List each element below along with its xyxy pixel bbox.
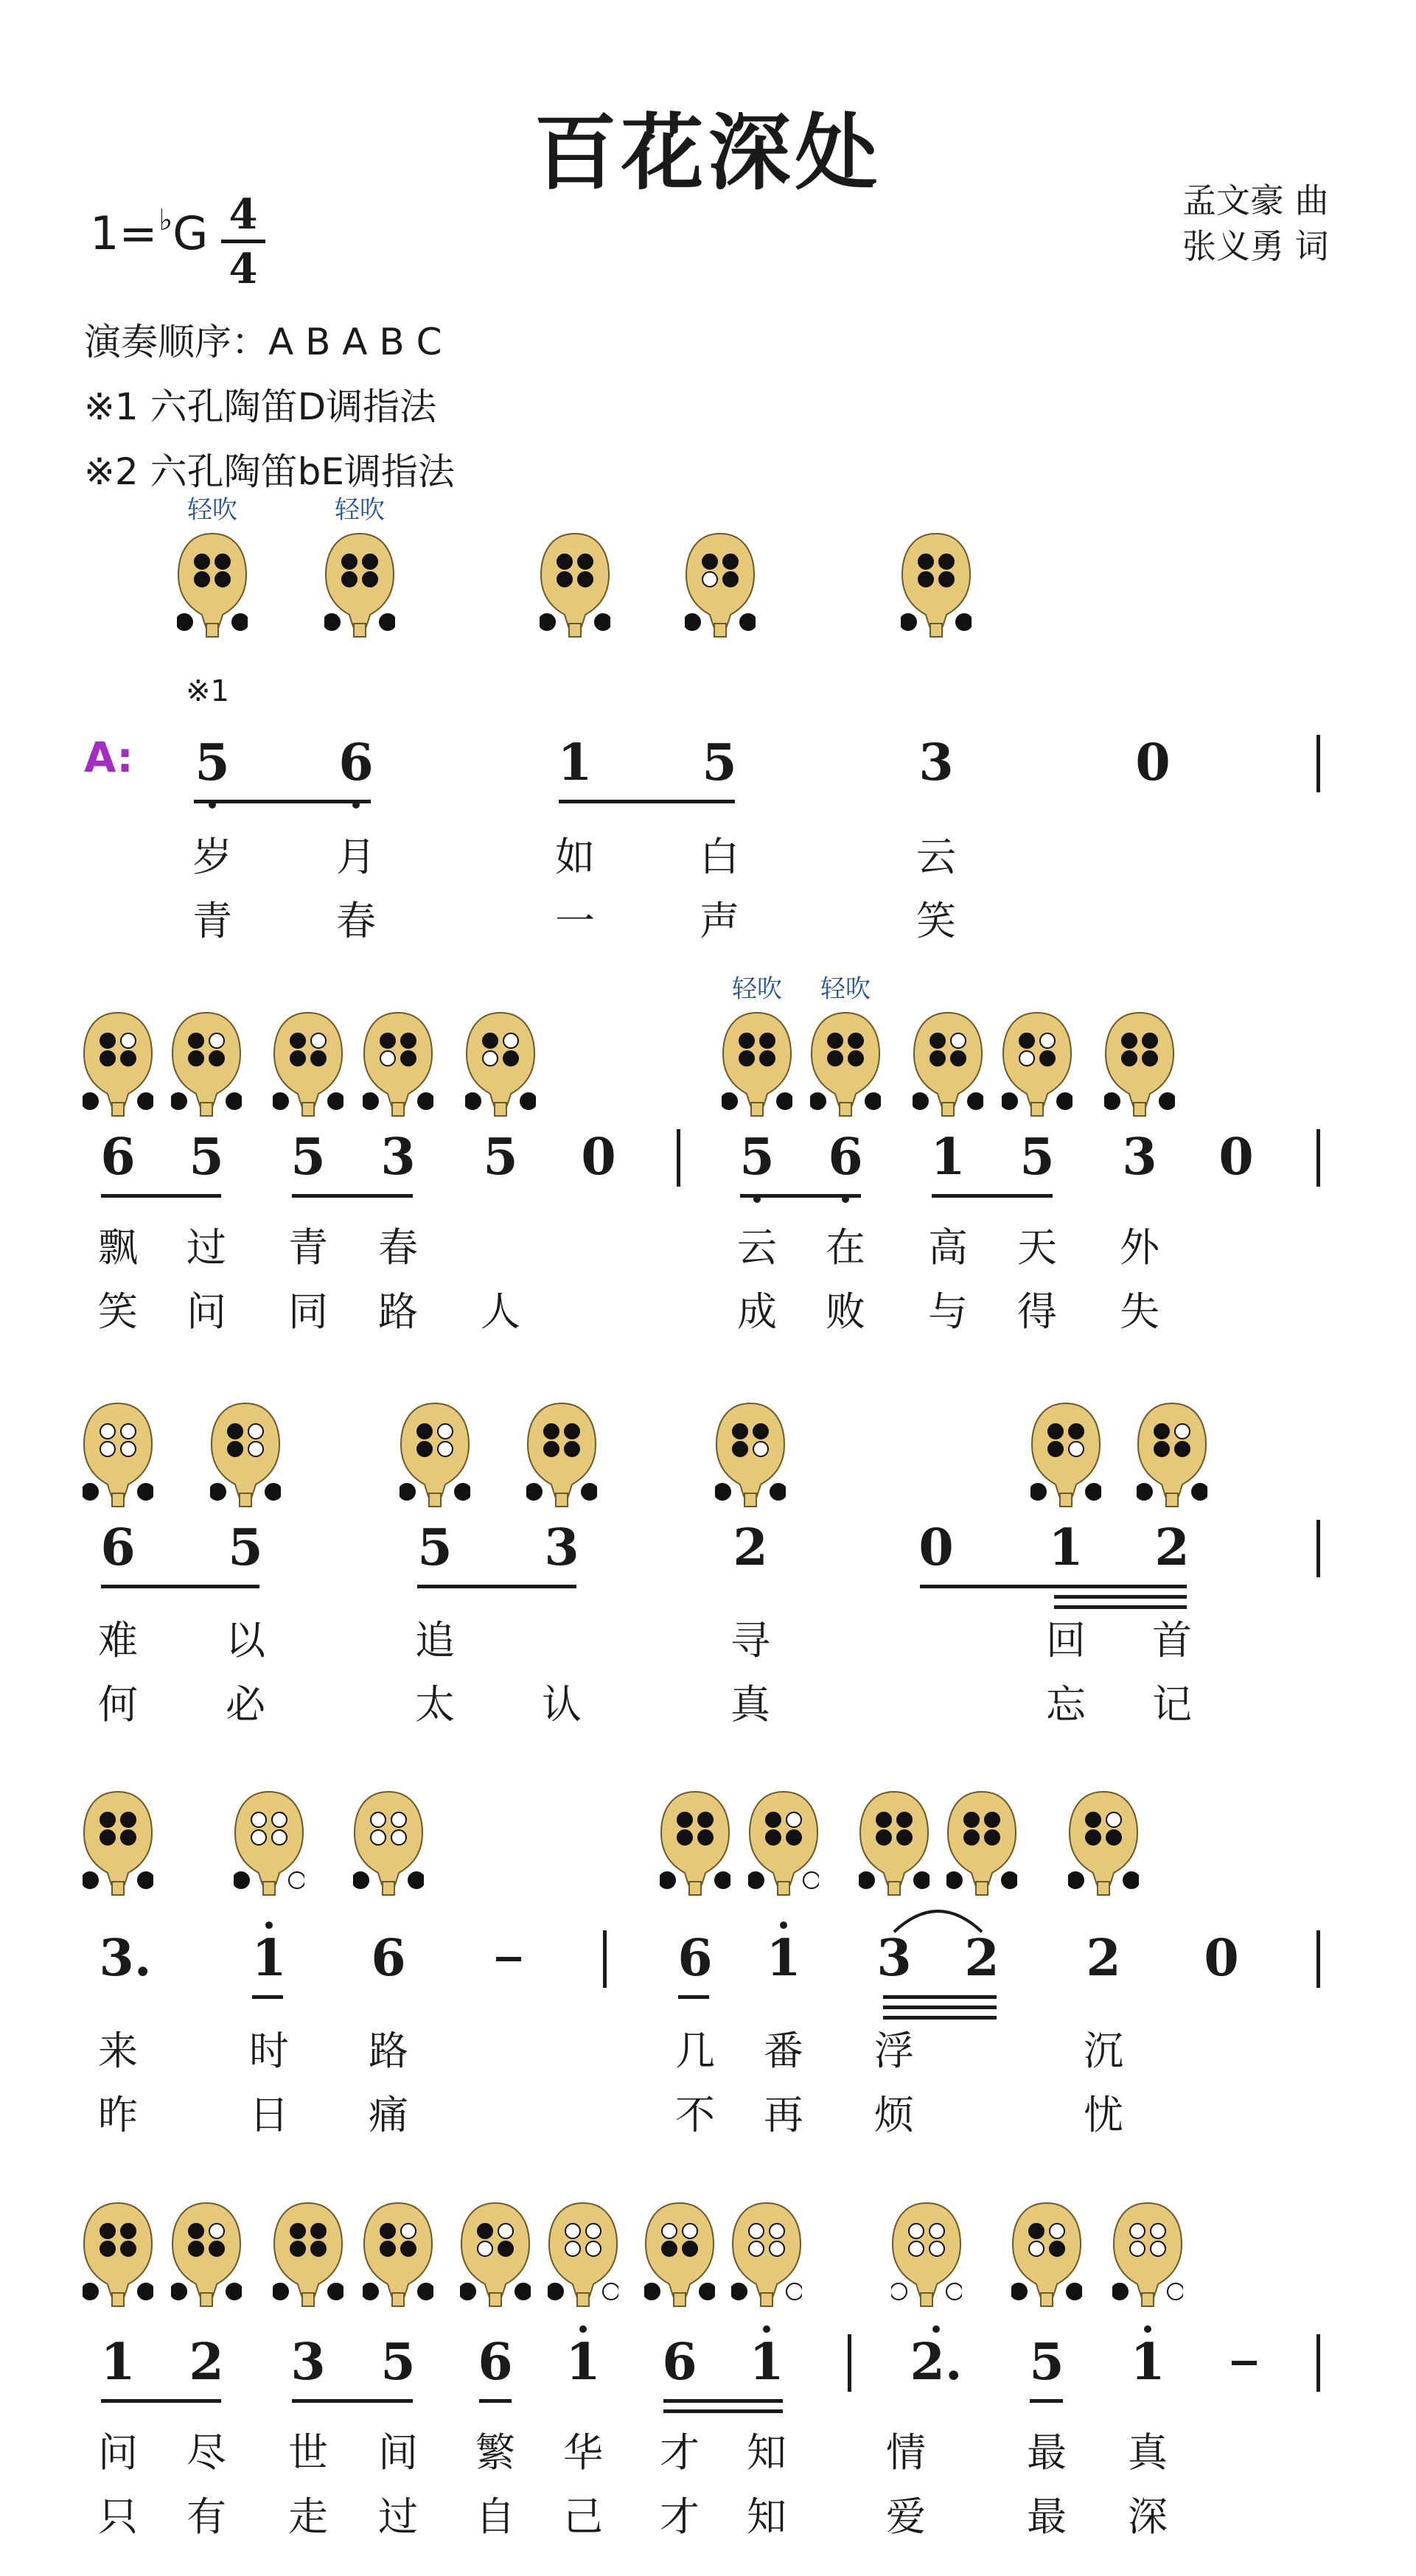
ocarina-fingering-icon [644, 2200, 715, 2311]
lyric-verse-1: 岁 [192, 834, 232, 880]
lyric-verse-2: 得 [1017, 1288, 1057, 1335]
lyric-verse-2: 太 [415, 1681, 455, 1728]
ocarina-fingering-icon [715, 1400, 786, 1511]
lyric-verse-2: 爱 [886, 2493, 926, 2540]
bar-line [677, 1129, 680, 1187]
jianpu-note: 1 [557, 733, 593, 792]
lyric-verse-2: 真 [730, 1681, 770, 1728]
lyric-verse-1: 知 [747, 2429, 787, 2476]
lyric-verse-1: 来 [98, 2028, 138, 2074]
lyric-verse-2: 自 [475, 2493, 515, 2540]
lyric-verse-1: 追 [415, 1617, 455, 1664]
octave-dot-high [780, 1921, 787, 1929]
beam-line [292, 2399, 413, 2403]
ocarina-fingering-icon [460, 2200, 531, 2311]
time-bottom: 4 [229, 244, 258, 293]
beam-line [920, 1585, 1187, 1588]
beam-line [194, 800, 371, 803]
ocarina-fingering-icon [748, 1789, 819, 1899]
jianpu-note: 3 [290, 2333, 326, 2392]
lyric-verse-1: 高 [928, 1224, 968, 1271]
jianpu-note: 1 [1048, 1518, 1084, 1577]
ocarina-fingering-icon [465, 1010, 536, 1120]
beam-line [1030, 2399, 1063, 2403]
lyric-verse-2: 知 [747, 2493, 787, 2540]
jianpu-note: 0 [581, 1128, 616, 1187]
time-top: 4 [229, 190, 258, 239]
ocarina-fingering-icon [273, 2200, 343, 2311]
beam-line [740, 1194, 861, 1198]
beam-line [883, 1995, 997, 1999]
lyric-verse-2: 最 [1027, 2493, 1067, 2540]
lyric-verse-2: 人 [481, 1288, 520, 1335]
jianpu-note: 3. [99, 1929, 152, 1988]
jianpu-note: 5 [189, 1128, 224, 1187]
lyric-verse-2: 成 [737, 1288, 777, 1335]
page-title: 百花深处 [534, 105, 882, 201]
jianpu-note: 5 [228, 1518, 263, 1577]
lyric-verse-2: 认 [542, 1681, 582, 1728]
octave-dot-high [265, 1921, 273, 1929]
lyric-verse-2: 再 [764, 2092, 803, 2138]
lyric-verse-1: 尽 [186, 2429, 226, 2476]
ocarina-fingering-icon [363, 1010, 433, 1120]
lyric-verse-2: 有 [186, 2493, 226, 2540]
lyric-verse-1: 在 [826, 1224, 865, 1271]
ocarina-fingering-icon [891, 2200, 962, 2311]
fingering-note-2: ※2 六孔陶笛bE调指法 [84, 450, 455, 493]
lyric-verse-2: 笑 [916, 898, 956, 944]
jianpu-note: 5 [1019, 1128, 1055, 1187]
ocarina-fingering-icon [234, 1789, 304, 1899]
lyric-verse-1: 几 [675, 2028, 715, 2074]
jianpu-note: 3 [918, 733, 954, 792]
lyric-verse-1: 外 [1120, 1224, 1159, 1271]
lyric-verse-1: 世 [288, 2429, 328, 2476]
jianpu-note: 2. [910, 2333, 963, 2392]
lyric-verse-2: 记 [1152, 1681, 1192, 1728]
lyric-verse-2: 不 [675, 2092, 715, 2138]
soft-blow-hint: 轻吹 [820, 974, 871, 1004]
lyric-verse-1: 寻 [730, 1617, 770, 1664]
lyric-verse-1: 首 [1152, 1617, 1192, 1664]
ocarina-fingering-icon [171, 2200, 242, 2311]
play-order: 演奏顺序：A B A B C [84, 321, 442, 363]
jianpu-note: 0 [1204, 1929, 1239, 1988]
lyric-verse-2: 一 [555, 898, 595, 944]
ocarina-fingering-icon [1030, 1400, 1101, 1511]
jianpu-note: 2 [1086, 1929, 1121, 1988]
ocarina-fingering-icon [83, 1789, 153, 1899]
beam-line [663, 2399, 783, 2403]
jianpu-note: 6 [677, 1929, 713, 1988]
lyric-verse-2: 才 [660, 2493, 700, 2540]
ocarina-fingering-icon [548, 2200, 618, 2311]
sustain-dash [496, 1957, 521, 1961]
ocarina-fingering-icon [400, 1400, 470, 1511]
jianpu-note: 6 [828, 1128, 863, 1187]
bar-line [1316, 1520, 1320, 1577]
lyric-verse-2: 过 [378, 2493, 418, 2540]
ocarina-fingering-icon [171, 1010, 242, 1120]
jianpu-note: 2 [733, 1518, 768, 1577]
lyric-verse-1: 春 [378, 1224, 418, 1271]
ocarina-fingering-icon [1112, 2200, 1183, 2311]
lyric-verse-1: 情 [886, 2429, 926, 2476]
ocarina-fingering-icon [177, 531, 248, 641]
ocarina-fingering-icon [83, 2200, 153, 2311]
lyric-verse-1: 沉 [1084, 2028, 1123, 2074]
lyric-verse-2: 问 [186, 1288, 226, 1335]
lyric-verse-2: 必 [226, 1681, 265, 1728]
bar-line [1316, 1129, 1320, 1187]
jianpu-note: 1 [1130, 2333, 1165, 2392]
lyric-verse-2: 与 [928, 1288, 968, 1335]
ocarina-fingering-icon [913, 1010, 983, 1120]
lyric-verse-1: 过 [186, 1224, 226, 1271]
jianpu-note: 2 [964, 1929, 1000, 1988]
lyric-verse-1: 云 [737, 1224, 777, 1271]
lyric-verse-1: 如 [555, 834, 595, 880]
jianpu-note: 5 [417, 1518, 453, 1577]
jianpu-note: 1 [100, 2333, 136, 2392]
ocarina-fingering-icon [722, 1010, 792, 1120]
jianpu-note: 5 [483, 1128, 518, 1187]
beam-line [101, 1585, 259, 1588]
jianpu-note: 3 [544, 1518, 579, 1577]
ocarina-fingering-icon [810, 1010, 881, 1120]
octave-dot-high [763, 2325, 770, 2333]
octave-dot-high [932, 2325, 940, 2333]
bar-line [1316, 1930, 1320, 1988]
beam-line [559, 800, 735, 803]
soft-blow-hint: 轻吹 [335, 495, 385, 525]
lyric-verse-1: 华 [563, 2429, 603, 2476]
lyric-verse-2: 只 [98, 2493, 138, 2540]
beam-line [932, 1194, 1053, 1198]
lyric-verse-1: 白 [700, 834, 739, 880]
lyric-verse-1: 云 [916, 834, 956, 880]
jianpu-note: 1 [766, 1929, 801, 1988]
sustain-dash [1232, 2361, 1257, 2365]
lyric-verse-2: 昨 [98, 2092, 138, 2138]
ocarina-fingering-icon [946, 1789, 1017, 1899]
jianpu-note: 6 [100, 1518, 136, 1577]
time-signature [221, 190, 265, 293]
ocarina-fingering-icon [353, 1789, 424, 1899]
jianpu-note: 1 [749, 2333, 784, 2392]
lyric-verse-2: 声 [700, 898, 739, 944]
lyric-verse-1: 间 [378, 2429, 418, 2476]
beam-line [479, 2399, 512, 2403]
ocarina-fingering-icon [83, 1400, 153, 1511]
jianpu-note: 3 [1122, 1128, 1157, 1187]
beam-line [417, 1585, 576, 1588]
lyric-verse-2: 春 [336, 898, 376, 944]
jianpu-note: 5 [195, 733, 230, 792]
beam-line [663, 2409, 783, 2413]
lyric-verse-1: 番 [764, 2028, 803, 2074]
lyric-verse-1: 回 [1046, 1617, 1086, 1664]
lyric-verse-2: 何 [98, 1681, 138, 1728]
jianpu-note: 6 [662, 2333, 697, 2392]
soft-blow-hint: 轻吹 [732, 974, 782, 1004]
bar-line [603, 1930, 607, 1988]
ocarina-fingering-icon [859, 1789, 930, 1899]
jianpu-note: 5 [380, 2333, 416, 2392]
lyric-verse-2: 忧 [1084, 2092, 1123, 2138]
bar-line [1316, 2334, 1320, 2392]
ocarina-fingering-icon [660, 1789, 730, 1899]
jianpu-note: 6 [478, 2333, 513, 2392]
lyric-verse-1: 飘 [98, 1224, 138, 1271]
bar-line [848, 2334, 851, 2392]
lyric-verse-1: 问 [98, 2429, 138, 2476]
beam-line [292, 1194, 413, 1198]
beam-line [252, 1995, 283, 1999]
key-prefix: 1= [90, 206, 158, 260]
beam-line [678, 1995, 709, 1999]
jianpu-note: 1 [251, 1929, 287, 1988]
jianpu-note: 6 [338, 733, 374, 792]
lyric-verse-1: 真 [1128, 2429, 1168, 2476]
flat-symbol: ♭ [158, 203, 173, 237]
ocarina-fingering-icon [731, 2200, 802, 2311]
jianpu-note: 5 [290, 1128, 326, 1187]
lyric-verse-1: 时 [249, 2028, 289, 2074]
beam-line [101, 1194, 221, 1198]
jianpu-note: 1 [930, 1128, 966, 1187]
ocarina-fingering-icon [83, 1010, 153, 1120]
lyricist-credit: 张义勇 词 [1182, 226, 1329, 266]
fingering-mark-1: ※1 [186, 674, 229, 708]
lyric-verse-2: 烦 [874, 2092, 914, 2138]
lyric-verse-2: 日 [249, 2092, 289, 2138]
ocarina-fingering-icon [1002, 1010, 1073, 1120]
jianpu-note: 3 [876, 1929, 912, 1988]
ocarina-fingering-icon [526, 1400, 597, 1511]
section-label: A: [84, 734, 133, 782]
lyric-verse-1: 以 [226, 1617, 265, 1664]
ocarina-fingering-icon [1137, 1400, 1207, 1511]
jianpu-note: 6 [371, 1929, 406, 1988]
jianpu-note: 5 [739, 1128, 775, 1187]
lyric-verse-2: 败 [826, 1288, 865, 1335]
ocarina-fingering-icon [901, 531, 972, 641]
lyric-verse-2: 走 [288, 2493, 328, 2540]
jianpu-note: 2 [189, 2333, 224, 2392]
lyric-verse-1: 才 [660, 2429, 700, 2476]
lyric-verse-1: 难 [98, 1617, 138, 1664]
ocarina-fingering-icon [363, 2200, 433, 2311]
ocarina-fingering-icon [1011, 2200, 1082, 2311]
fingering-note-1: ※1 六孔陶笛D调指法 [84, 385, 437, 428]
key-note: G [172, 206, 209, 260]
ocarina-fingering-icon [685, 531, 756, 641]
jianpu-note: 0 [918, 1518, 954, 1577]
lyric-verse-2: 笑 [98, 1288, 138, 1335]
lyric-verse-1: 天 [1017, 1224, 1057, 1271]
jianpu-note: 1 [565, 2333, 601, 2392]
lyric-verse-2: 忘 [1046, 1681, 1086, 1728]
soft-blow-hint: 轻吹 [187, 495, 237, 525]
slur-arc [887, 1899, 989, 1936]
jianpu-note: 5 [702, 733, 737, 792]
lyric-verse-1: 月 [336, 834, 376, 880]
beam-line [101, 2399, 221, 2403]
octave-dot-high [579, 2325, 587, 2333]
lyric-verse-2: 青 [192, 898, 232, 944]
jianpu-note: 0 [1218, 1128, 1254, 1187]
lyric-verse-1: 繁 [475, 2429, 515, 2476]
key-signature [90, 203, 209, 260]
jianpu-note: 3 [380, 1128, 416, 1187]
lyric-verse-2: 失 [1120, 1288, 1159, 1335]
ocarina-fingering-icon [273, 1010, 343, 1120]
lyric-verse-2: 同 [288, 1288, 328, 1335]
lyric-verse-2: 痛 [369, 2092, 408, 2138]
ocarina-fingering-icon [324, 531, 395, 641]
ocarina-fingering-icon [1104, 1010, 1175, 1120]
time-divider [221, 240, 265, 243]
lyric-verse-1: 青 [288, 1224, 328, 1271]
ocarina-fingering-icon [210, 1400, 281, 1511]
lyric-verse-2: 己 [563, 2493, 603, 2540]
jianpu-note: 6 [100, 1128, 136, 1187]
lyric-verse-2: 深 [1128, 2493, 1168, 2540]
jianpu-note: 0 [1135, 733, 1171, 792]
lyric-verse-1: 浮 [874, 2028, 914, 2074]
lyric-verse-2: 路 [378, 1288, 418, 1335]
composer-credit: 孟文豪 曲 [1182, 181, 1329, 220]
jianpu-note: 5 [1029, 2333, 1064, 2392]
ocarina-fingering-icon [1068, 1789, 1139, 1899]
lyric-verse-1: 路 [369, 2028, 408, 2074]
jianpu-note: 2 [1154, 1518, 1190, 1577]
octave-dot-high [1144, 2325, 1151, 2333]
bar-line [1316, 735, 1320, 792]
beam-line [883, 2006, 997, 2009]
ocarina-fingering-icon [540, 531, 610, 641]
lyric-verse-1: 最 [1027, 2429, 1067, 2476]
beam-line-double [1054, 1595, 1187, 1599]
